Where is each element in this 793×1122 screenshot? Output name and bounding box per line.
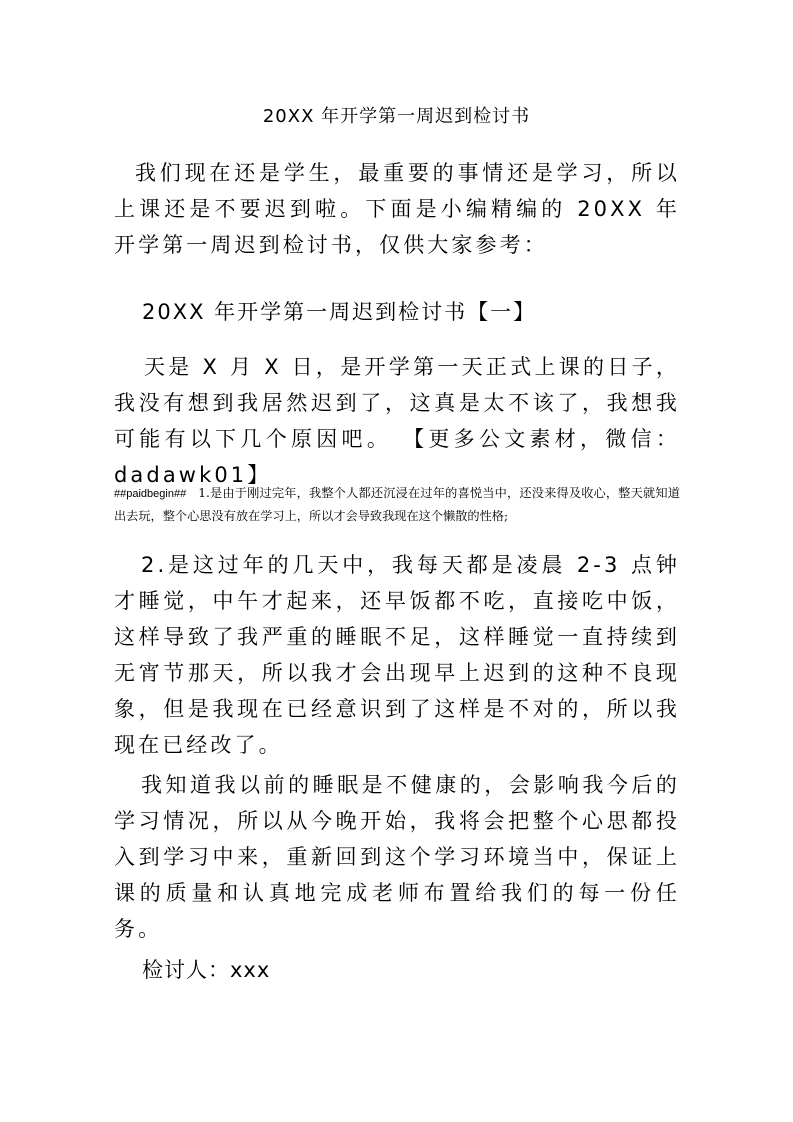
small-print-paragraph <box>114 482 680 527</box>
section-heading: 20XX 年开学第一周迟到检讨书【一】 <box>142 300 537 324</box>
intro-paragraph: 我们现在还是学生，最重要的事情还是学习，所以上课还是不要迟到啦。下面是小编精编的 20XX 年开学第一周迟到检讨书，仅供大家参考： <box>114 161 680 257</box>
signer-line: 检讨人：xxx <box>142 958 271 982</box>
body-paragraph-1: 天是 X 月 X 日，是开学第一天正式上课的日子，我没有想到我居然迟到了，这真是太不该了，我想我可能有以下几个原因吧。 【更多公文素材，微信： dadawk01】 <box>114 355 680 487</box>
small-print-text: 1.是由于刚过完年，我整个人都还沉浸在过年的喜悦当中，还没来得及收心，整天就知道出去玩，整个心思没有放在学习上，所以才会导致我现在这个懒散的性格; <box>114 486 680 523</box>
body-paragraph-3: 我知道我以前的睡眠是不健康的，会影响我今后的学习情况，所以从今晚开始，我将会把整个心思都投入到学习中来，重新回到这个学习环境当中，保证上课的质量和认真地完成老师布置给我们的每一份任务。 <box>114 773 680 941</box>
paid-begin-tag: ##paidbegin## <box>114 488 187 500</box>
body-paragraph-2: 2.是这过年的几天中，我每天都是凌晨 2-3 点钟才睡觉，中午才起来，还早饭都不吃，直接吃中饭，这样导致了我严重的睡眠不足，这样睡觉一直持续到无宵节那天，所以我才会出现早上迟到的这种不良现象，但是我现在已经意识到了这样是不对的，所以我现在已经改了。 <box>114 553 680 757</box>
document-title: 20XX 年开学第一周迟到检讨书 <box>262 106 531 127</box>
